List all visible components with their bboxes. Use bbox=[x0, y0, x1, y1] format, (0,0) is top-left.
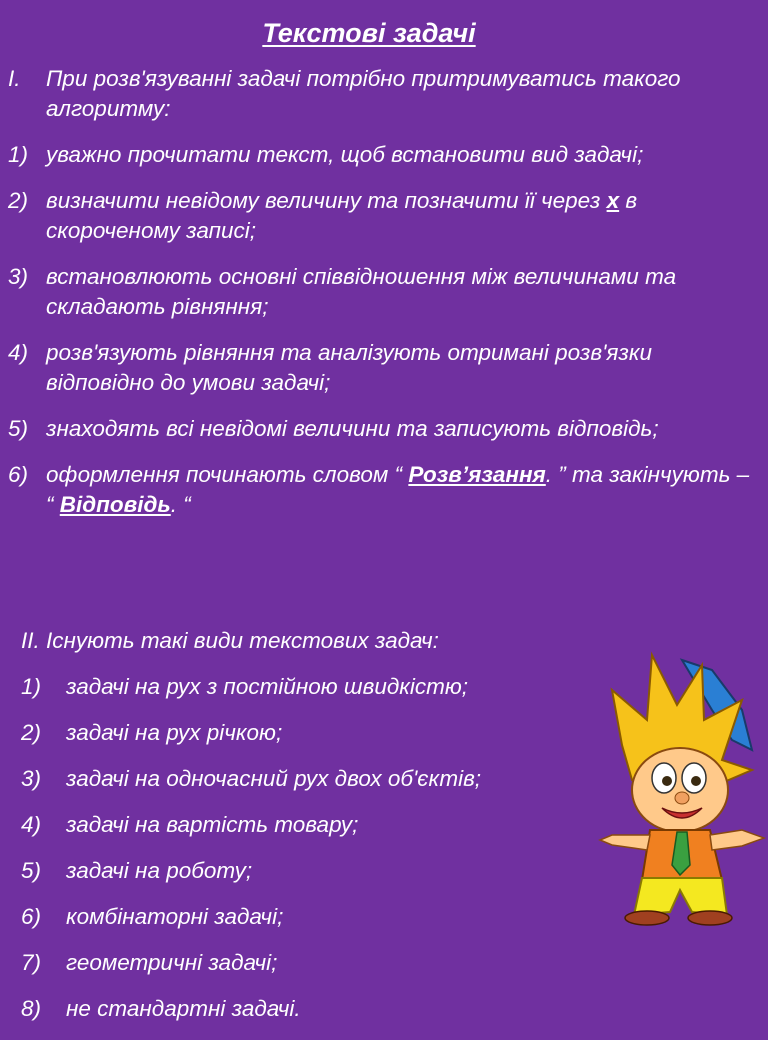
types-heading: II. Існують такі види текстових задач: bbox=[21, 628, 439, 653]
item-number: 8) bbox=[21, 996, 42, 1021]
list-item bbox=[21, 948, 581, 994]
item-number: 5) bbox=[8, 416, 29, 441]
item-number: 1) bbox=[21, 674, 42, 699]
item-text: розв'язують рівняння та аналізують отримані розв'язки відповідно до умови задачі; bbox=[46, 340, 652, 395]
algorithm-section bbox=[8, 64, 753, 536]
item-text: знаходять всі невідомі величини та записують відповідь; bbox=[46, 416, 659, 441]
item-text: задачі на рух з постійною швидкістю; bbox=[66, 674, 469, 699]
item-number: 3) bbox=[8, 264, 29, 289]
item-text-cont: в скороченому записі; bbox=[46, 188, 638, 243]
item-text: визначити невідому величину та позначити її через bbox=[46, 188, 607, 213]
item-text-cont: . ” та закінчують – “ bbox=[46, 462, 750, 517]
item-number: 1) bbox=[8, 142, 29, 167]
list-item bbox=[21, 994, 581, 1040]
cartoon-mascot-illustration bbox=[592, 650, 768, 930]
item-text-end: . “ bbox=[170, 492, 191, 517]
item-text: задачі на роботу; bbox=[66, 858, 253, 883]
item-text: оформлення починають словом “ bbox=[46, 462, 409, 487]
item-text: уважно прочитати текст, щоб встановити вид задачі; bbox=[46, 142, 644, 167]
item-text: встановлюють основні співвідношення між величинами та складають рівняння; bbox=[46, 264, 677, 319]
item-text: не стандартні задачі. bbox=[66, 996, 301, 1021]
item-number: 2) bbox=[21, 720, 42, 745]
list-item bbox=[21, 856, 581, 902]
item-number: 6) bbox=[21, 904, 42, 929]
section-intro bbox=[8, 64, 753, 124]
list-item bbox=[8, 414, 753, 444]
item-number: 5) bbox=[21, 858, 42, 883]
list-item bbox=[8, 338, 753, 398]
item-number: 7) bbox=[21, 950, 42, 975]
item-number: 3) bbox=[21, 766, 42, 791]
list-item bbox=[8, 140, 753, 170]
list-item bbox=[21, 902, 581, 948]
item-text: задачі на рух річкою; bbox=[66, 720, 283, 745]
list-item bbox=[8, 262, 753, 322]
item-text: задачі на вартість товару; bbox=[66, 812, 359, 837]
list-item bbox=[21, 718, 581, 764]
list-item bbox=[21, 672, 581, 718]
item-number: 6) bbox=[8, 462, 29, 487]
list-item bbox=[8, 186, 753, 246]
item-text: комбінаторні задачі; bbox=[66, 904, 284, 929]
keyword-solution: Розв’язання bbox=[408, 462, 546, 487]
list-item bbox=[21, 764, 581, 810]
intro-text: При розв'язуванні задачі потрібно притримуватись такого алгоритму: bbox=[46, 66, 681, 121]
list-item bbox=[21, 810, 581, 856]
keyword-answer: Відповідь bbox=[59, 492, 171, 517]
variable-x: х bbox=[606, 188, 620, 213]
page-title: Текстові задачі bbox=[262, 18, 476, 48]
list-item bbox=[8, 460, 753, 520]
item-number: 4) bbox=[8, 340, 29, 365]
item-text: геометричні задачі; bbox=[66, 950, 278, 975]
item-number: 2) bbox=[8, 188, 29, 213]
item-text: задачі на одночасний рух двох об'єктів; bbox=[66, 766, 482, 791]
section-number: I. bbox=[8, 66, 21, 91]
item-number: 4) bbox=[21, 812, 42, 837]
types-list bbox=[21, 672, 581, 1040]
